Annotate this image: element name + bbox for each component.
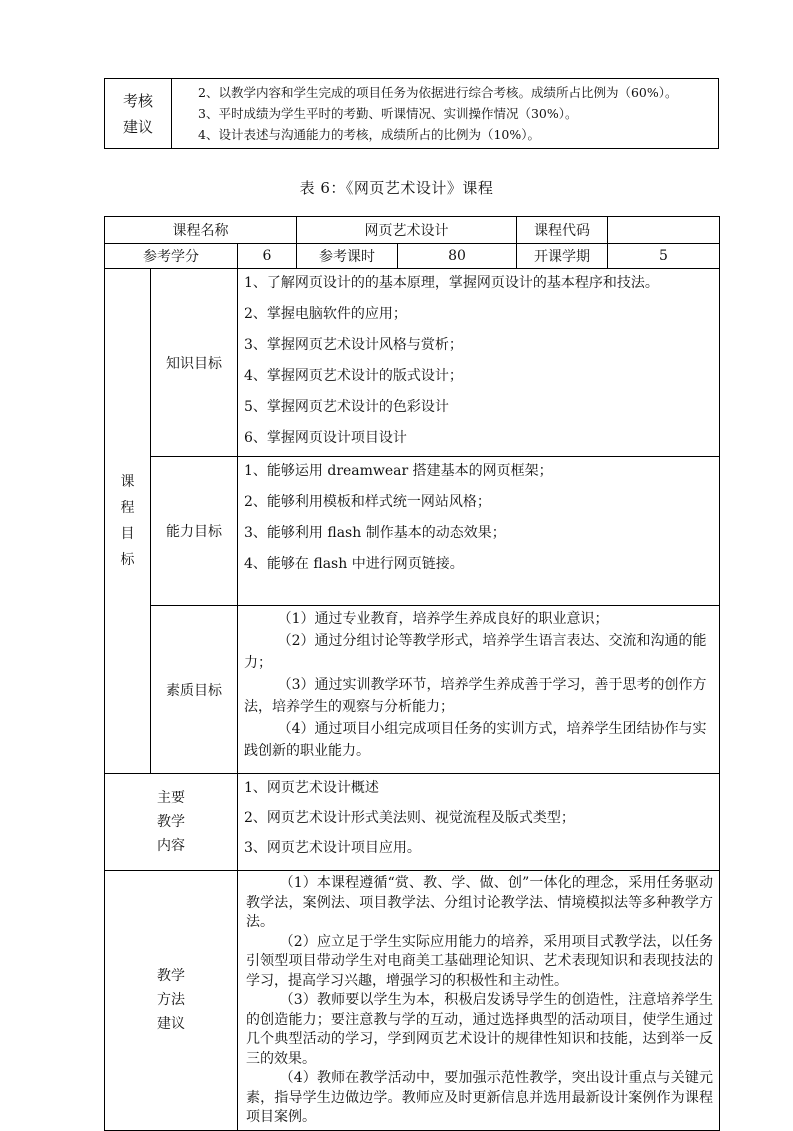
semester-value: 5 (608, 244, 720, 269)
main-content-label: 主要 教学 内容 (105, 774, 238, 871)
list-item: 2、能够利用模板和样式统一网站风格； (244, 494, 491, 510)
course-code-value (608, 217, 720, 244)
knowledge-row (105, 269, 720, 457)
paragraph: （1）本课程遵循“赏、教、学、做、创”一体化的理念，采用任务驱动教学法，案例法、项目教学法、分组讨论教学法、情境模拟法等多种教学方法。 (246, 875, 713, 930)
assessment-item: 2、以教学内容和学生完成的项目任务为依据进行综合考核。成绩所占比例为（60%）。 (198, 85, 678, 100)
main-content-row (105, 774, 720, 871)
list-item: 2、网页艺术设计形式美法则、视觉流程及版式类型； (244, 810, 575, 826)
header-row-1 (105, 217, 720, 244)
assessment-item: 4、设计表述与沟通能力的考核，成绩所占的比例为（10%）。 (198, 127, 540, 142)
course-name-value: 网页艺术设计 (297, 217, 517, 244)
hours-label: 参考课时 (297, 244, 398, 269)
knowledge-goals-list (238, 269, 720, 457)
list-item: 3、网页艺术设计项目应用。 (244, 840, 421, 856)
method-row (105, 871, 720, 1131)
list-item: 6、掌握网页设计项目设计 (244, 430, 407, 446)
list-item: 1、了解网页设计的的基本原理，掌握网页设计的基本程序和技法。 (244, 275, 659, 291)
knowledge-goals-label: 知识目标 (151, 269, 238, 457)
ability-goals-label: 能力目标 (151, 457, 238, 606)
paragraph: （2）应立足于学生实际应用能力的培养，采用项目式教学法，以任务引领型项目带动学生对电商美工基础理论知识、艺术表现知识和表现技法的学习，提高学习兴趣，增强学习的积极性和主动性。 (246, 933, 713, 989)
semester-label: 开课学期 (517, 244, 608, 269)
assessment-label (105, 79, 172, 149)
method-label: 教学 方法 建议 (105, 871, 238, 1131)
paragraph: （3）教师要以学生为本，积极启发诱导学生的创造性，注意培养学生的创造能力；要注意教与学的互动，通过选择典型的活动项目，使学生通过几个典型活动的学习，学到网页艺术设计的规律性知识和技能，达到举一反三的效果。 (246, 992, 713, 1067)
assessment-label-line2: 建议 (122, 117, 153, 136)
quality-row (105, 606, 720, 774)
assessment-label-line1: 考核 (122, 91, 153, 110)
header-row-2 (105, 244, 720, 269)
paragraph: （2）通过分组讨论等教学形式，培养学生语言表达、交流和沟通的能力； (244, 633, 707, 671)
table-caption: 表 6：《网页艺术设计》课程 (299, 179, 494, 197)
list-item: 4、能够在 flash 中进行网页链接。 (244, 556, 464, 572)
list-item: 4、掌握网页艺术设计的版式设计； (244, 368, 463, 384)
credits-label: 参考学分 (105, 244, 238, 269)
ability-row (105, 457, 720, 606)
list-item: 1、能够运用 dreamwear 搭建基本的网页框架； (244, 463, 553, 479)
list-item: 2、掌握电脑软件的应用； (244, 306, 407, 322)
quality-goals-label: 素质目标 (151, 606, 238, 774)
main-content-list (238, 774, 720, 871)
course-goals-label: 课 程 目 标 (105, 269, 151, 774)
credits-value: 6 (238, 244, 297, 269)
assessment-item: 3、平时成绩为学生平时的考勤、听课情况、实训操作情况（30%）。 (198, 106, 578, 121)
assessment-content (172, 79, 719, 149)
course-code-label: 课程代码 (517, 217, 608, 244)
list-item: 3、能够利用 flash 制作基本的动态效果； (244, 525, 506, 541)
list-item: 5、掌握网页艺术设计的色彩设计 (244, 399, 449, 415)
method-text (238, 871, 720, 1131)
hours-value: 80 (398, 244, 517, 269)
paragraph: （4）教师在教学活动中，要加强示范性教学，突出设计重点与关键元素，指导学生边做边学。教师应及时更新信息并选用最新设计案例作为课程项目案例。 (246, 1070, 713, 1125)
course-name-label: 课程名称 (105, 217, 297, 244)
quality-goals-text (238, 606, 720, 774)
list-item: 1、网页艺术设计概述 (244, 780, 379, 796)
paragraph: （3）通过实训教学环节，培养学生养成善于学习，善于思考的创作方法，培养学生的观察与分析能力； (244, 677, 707, 715)
paragraph: （4）通过项目小组完成项目任务的实训方式，培养学生团结协作与实践创新的职业能力。 (244, 721, 707, 759)
list-item: 3、掌握网页艺术设计风格与赏析； (244, 337, 463, 353)
assessment-table (104, 78, 719, 149)
paragraph: （1）通过专业教育，培养学生养成良好的职业意识； (277, 611, 609, 627)
ability-goals-list (238, 457, 720, 606)
course-table (104, 216, 720, 1131)
